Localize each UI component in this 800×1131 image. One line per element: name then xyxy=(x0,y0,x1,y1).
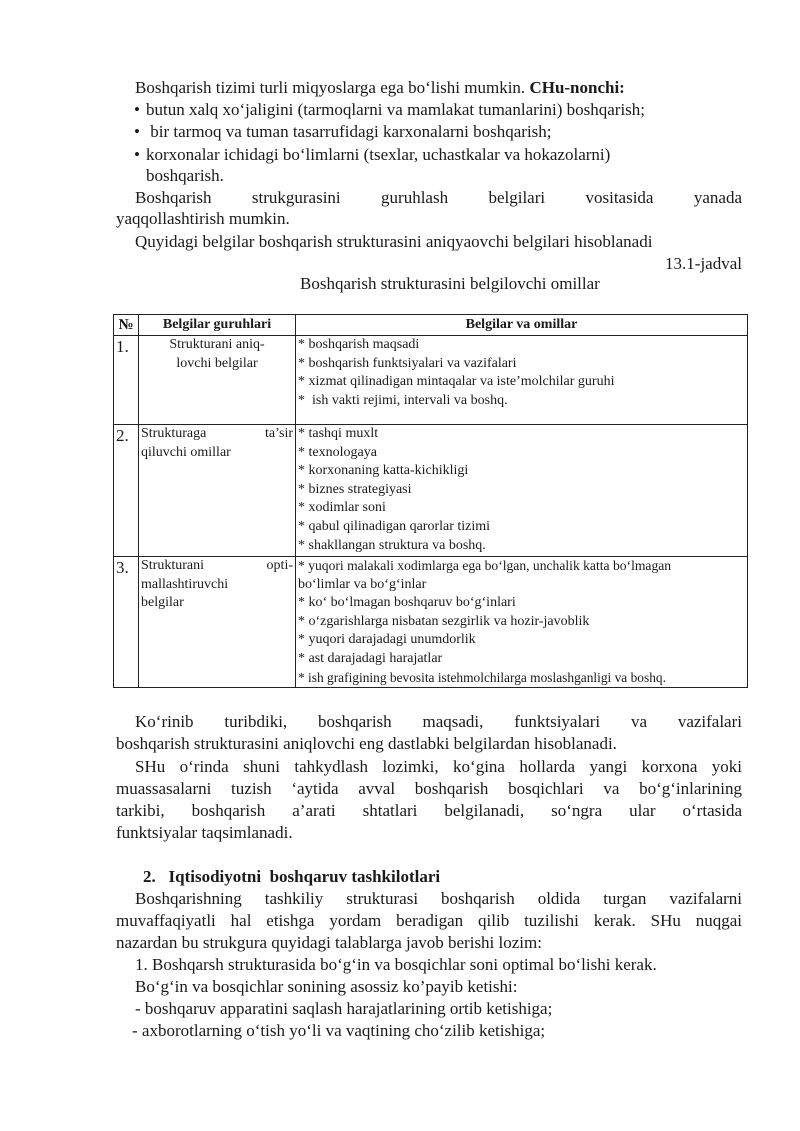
factor-item: * ko‘ bo‘lmagan boshqaruv bo‘g‘inlari xyxy=(298,595,516,611)
intro-line-1-text: Boshqarish tizimi turli miqyoslarga ega bo‘lishi mumkin. xyxy=(135,78,526,97)
group-line: mallashtiruvchi xyxy=(141,576,229,592)
after-para-2-line-1: SHu o‘rinda shuni tahkydlash lozimki, ko‘gina hollarda yangi korxona yoki xyxy=(135,757,742,776)
factor-item: * biznes strategiyasi xyxy=(298,481,412,497)
bullet-marker: • xyxy=(134,100,140,119)
factor-item: * ish grafigining bevosita istehmolchilarga moslashganligi va boshq. xyxy=(298,669,666,685)
requirement-1-dash-1: - boshqaruv apparatini saqlash harajatlarining ortib ketishiga; xyxy=(135,999,553,1018)
factor-item: * texnologaya xyxy=(298,444,377,460)
row-number: 3. xyxy=(114,557,139,688)
row-factors xyxy=(296,557,748,688)
factor-item: * ish vakti rejimi, intervali va boshq. xyxy=(298,392,508,408)
after-para-3-line-3: nazardan bu strukgura quyidagi talablarga javob berishi lozim: xyxy=(116,933,542,952)
table-number: 13.1-jadval xyxy=(665,254,742,273)
bullet-item-2: bir tarmoq va tuman tasarrufidagi karxonalarni boshqarish; xyxy=(146,122,552,141)
row-group xyxy=(139,425,296,557)
after-para-3-line-2: muvaffaqiyatli hal etishga yordam beradigan qilib tuzilishi kerak. SHu nuqgai xyxy=(116,911,742,930)
requirement-1-detail: Bo‘g‘in va bosqichlar sonining asossiz ko’payib ketishi: xyxy=(135,977,518,996)
bullet-marker: • xyxy=(134,122,140,141)
group-line: Strukturani aniq- xyxy=(169,337,265,352)
group-line: belgilar xyxy=(141,595,184,611)
after-para-2-line-2: muassasalarni tuzish ‘aytida avval boshqarish bosqichlari va bo‘g‘inlarining xyxy=(116,779,742,798)
bullet-item-1: butun xalq xo‘jaligini (tarmoqlarni va mamlakat tumanlarini) boshqarish; xyxy=(146,100,646,119)
group-line: Strukturani opti- xyxy=(141,558,293,573)
bullet-marker: • xyxy=(134,145,140,164)
group-line: Strukturaga ta’sir xyxy=(141,426,293,441)
factor-item: * xizmat qilinadigan mintaqalar va iste’molchilar guruhi xyxy=(298,374,615,390)
intro-para-3: Quyidagi belgilar boshqarish strukturasini aniqyaovchi belgilari hisoblanadi xyxy=(135,232,653,251)
table-header-row xyxy=(114,315,748,336)
requirement-1: 1. Boshqarsh strukturasida bo‘g‘in va bosqichlar soni optimal bo‘lishi kerak. xyxy=(135,955,657,974)
factors-table xyxy=(113,314,748,688)
table-row xyxy=(114,425,748,557)
factor-item: * boshqarish maqsadi xyxy=(298,337,420,352)
after-para-3-line-1: Boshqarishning tashkiliy strukturasi boshqarish oldida turgan vazifalarni xyxy=(135,889,742,908)
section-heading: 2. Iqtisodiyotni boshqaruv tashkilotlari xyxy=(143,867,441,886)
factor-item: * shakllangan struktura va boshq. xyxy=(298,537,486,553)
group-line: qiluvchi omillar xyxy=(141,444,231,460)
row-group xyxy=(139,557,296,688)
bullet-item-3-continuation: boshqarish. xyxy=(146,166,224,185)
row-number: 1. xyxy=(114,336,139,425)
row-number: 2. xyxy=(114,425,139,557)
after-para-1-line-2: boshqarish strukturasini aniqlovchi eng dastlabki belgilardan hisoblanadi. xyxy=(116,734,617,753)
intro-para-2-line-1: Boshqarish strukgurasini guruhlash belgilari vositasida yanada xyxy=(135,188,742,207)
intro-line-1 xyxy=(135,77,625,99)
factor-item: * yuqori malakali xodimlarga ega bo‘lgan, unchalik katta bo‘lmagan xyxy=(298,558,672,573)
factor-item: * korxonaning katta-kichikligi xyxy=(298,463,469,479)
after-para-2-line-3: tarkibi, boshqarish a’arati shtatlari belgilanadi, so‘ngra ular o‘rtasida xyxy=(116,801,742,820)
factor-item: * tashqi muxlt xyxy=(298,426,379,441)
after-para-1-line-1: Ko‘rinib turibdiki, boshqarish maqsadi, funktsiyalari va vazifalari xyxy=(135,712,742,731)
bullet-item-3: korxonalar ichidagi bo‘limlarni (tsexlar, uchastkalar va hokazolarni) xyxy=(146,145,611,164)
row-factors xyxy=(296,336,748,425)
row-group xyxy=(139,336,296,425)
table-row xyxy=(114,336,748,425)
factor-item: * xodimlar soni xyxy=(298,500,386,516)
table-row xyxy=(114,557,748,688)
header-factors: Belgilar va omillar xyxy=(296,315,748,336)
intro-line-1-bold: CHu-nonchi: xyxy=(529,78,625,97)
header-groups: Belgilar guruhlari xyxy=(139,315,296,336)
factor-item: * yuqori darajadagi unumdorlik xyxy=(298,632,476,648)
factor-item: * boshqarish funktsiyalari va vazifalari xyxy=(298,355,517,371)
factor-item: * qabul qilinadigan qarorlar tizimi xyxy=(298,518,491,534)
intro-para-2-line-2: yaqqollashtirish mumkin. xyxy=(116,209,290,228)
after-para-2-line-4: funktsiyalar taqsimlanadi. xyxy=(116,823,293,842)
factor-item: * o‘zgarishlarga nisbatan sezgirlik va hozir-javoblik xyxy=(298,613,590,629)
factor-item: bo‘limlar va bo‘g‘inlar xyxy=(298,576,427,592)
table-caption: Boshqarish strukturasini belgilovchi omillar xyxy=(300,274,600,293)
factor-item: * ast darajadagi harajatlar xyxy=(298,650,443,666)
row-factors xyxy=(296,425,748,557)
group-line: lovchi belgilar xyxy=(176,355,258,371)
header-number: № xyxy=(114,315,139,336)
requirement-1-dash-2: - axborotlarning o‘tish yo‘li va vaqtining cho‘zilib ketishiga; xyxy=(132,1021,546,1040)
